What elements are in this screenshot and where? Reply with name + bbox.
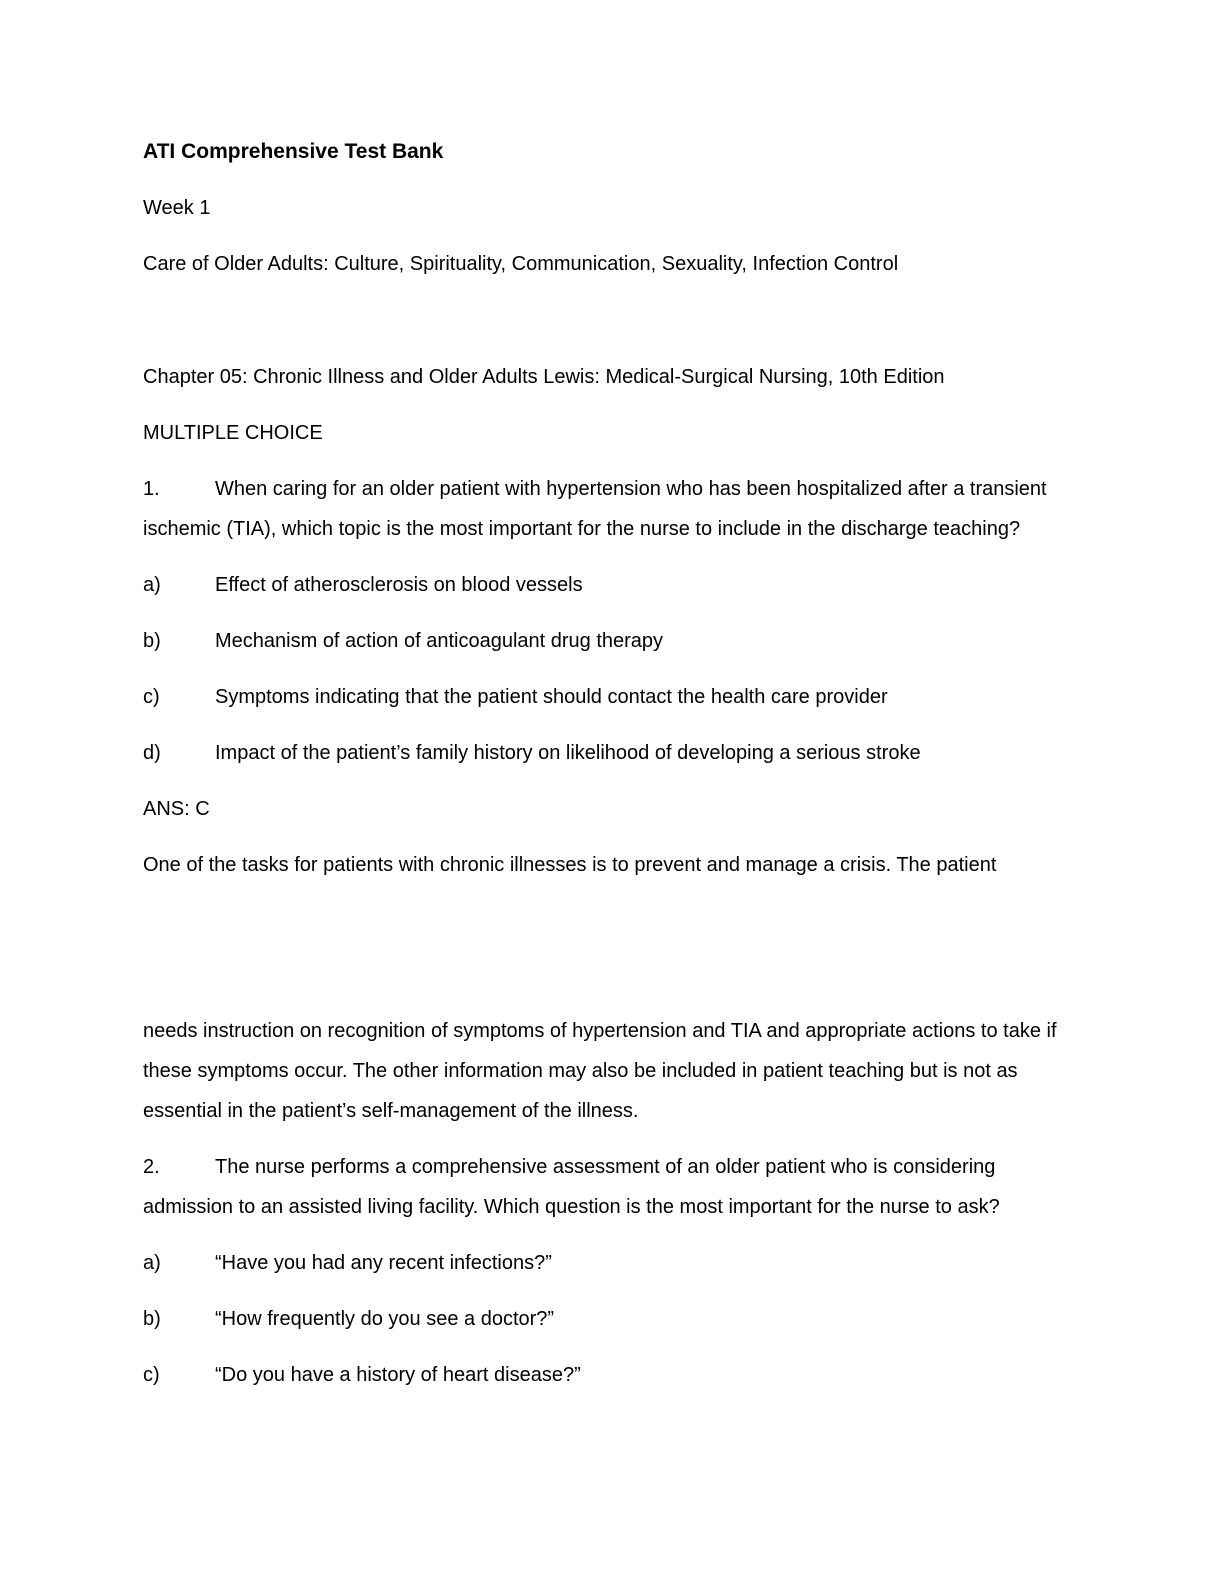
week-heading: Week 1 <box>143 197 211 219</box>
option-row <box>143 565 1079 605</box>
option-row <box>143 1299 1079 1339</box>
option-text: Mechanism of action of anticoagulant drug therapy <box>215 630 664 652</box>
option-label: d) <box>143 742 161 764</box>
option-row <box>143 677 1079 717</box>
section-heading: MULTIPLE CHOICE <box>143 422 323 444</box>
option-row <box>143 621 1079 661</box>
question-number: 2. <box>143 1156 160 1178</box>
option-text: “Do you have a history of heart disease?” <box>215 1364 581 1386</box>
option-text: “Have you had any recent infections?” <box>215 1252 552 1274</box>
rationale-intro: One of the tasks for patients with chronic illnesses is to prevent and manage a crisis. The patient <box>143 854 997 876</box>
question-1 <box>143 469 1079 549</box>
doc-title: ATI Comprehensive Test Bank <box>143 140 444 163</box>
answer-line: ANS: C <box>143 798 210 820</box>
option-text: Symptoms indicating that the patient should contact the health care provider <box>215 686 888 708</box>
question-number: 1. <box>143 478 160 500</box>
option-row <box>143 733 1079 773</box>
option-label: b) <box>143 1308 161 1330</box>
option-row <box>143 1243 1079 1283</box>
option-label: c) <box>143 686 160 708</box>
option-label: b) <box>143 630 161 652</box>
question-2 <box>143 1147 1079 1227</box>
question-text: The nurse performs a comprehensive assessment of an older patient who is considering admission to an assisted living facility. Which question is the most important for the nurse to ask? <box>143 1156 1000 1218</box>
option-label: a) <box>143 574 161 596</box>
chapter-heading: Chapter 05: Chronic Illness and Older Adults Lewis: Medical-Surgical Nursing, 10th Edition <box>143 366 945 388</box>
option-text: Impact of the patient’s family history on likelihood of developing a serious stroke <box>215 742 921 764</box>
option-text: “How frequently do you see a doctor?” <box>215 1308 555 1330</box>
option-row <box>143 1355 1079 1395</box>
option-label: a) <box>143 1252 161 1274</box>
option-text: Effect of atherosclerosis on blood vessels <box>215 574 583 596</box>
question-text: When caring for an older patient with hypertension who has been hospitalized after a transient ischemic (TIA), which topic is the most important for the nurse to include in the discharge teaching? <box>143 478 1047 540</box>
topic-heading: Care of Older Adults: Culture, Spirituality, Communication, Sexuality, Infection Control <box>143 253 899 275</box>
option-label: c) <box>143 1364 160 1386</box>
rationale-body: needs instruction on recognition of symptoms of hypertension and TIA and appropriate actions to take if these symptoms occur. The other information may also be included in patient teaching but is not as essential in the patient’s self-management of the illness. <box>143 1020 1057 1122</box>
